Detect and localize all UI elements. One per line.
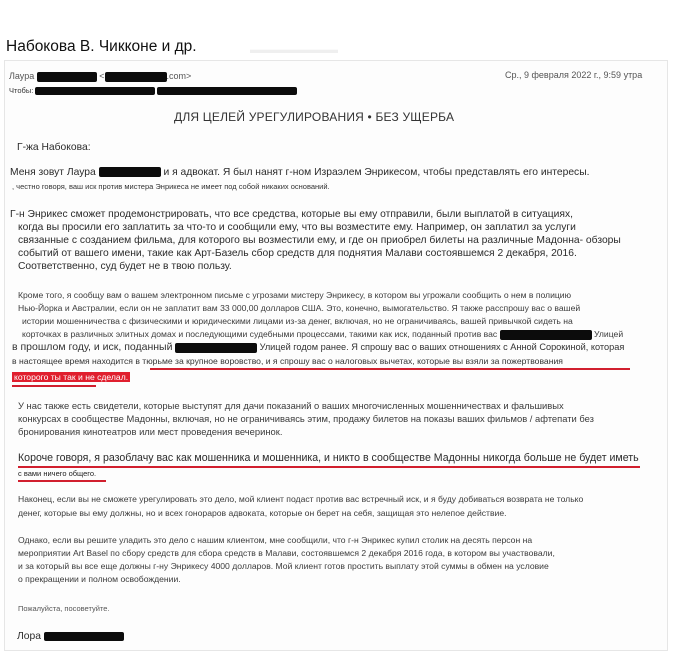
paragraph-line: Нью-Йорка и Австралии, если он не заплатит вам 33 000,00 долларов США. Это, конечно, вымогательство. Я также расспрошу вас о вашей [18,303,581,313]
redacted-block [99,167,161,177]
redacted-block [37,72,97,82]
from-line: Лаура < .com> [9,71,192,81]
paragraph-line: в настоящее время находится в тюрьме за крупное воровство, и я спрошу вас о налоговых вычетах, которые вы взяли за пожертвования [12,356,563,366]
intro-line-1: Меня зовут Лаура и я адвокат. Я был нанят г-ном Израэлем Энрикесом, чтобы представлять его интересы. [10,167,590,178]
paragraph-line: корточках в различных элитных домах и последующими судебными процессами, такими как иск, поданный против вас Улицей [22,329,624,339]
signature: Лора [17,630,124,643]
paragraph-line: Кроме того, я сообщу вам о вашем электронном письме с угрозами мистеру Энрикесу, в котором вы угрожали сообщить о нем в полицию [18,290,572,300]
paragraph-line: когда вы просили его заплатить за что-то и сообщили ему, что вы возместите ему. Например, он заплатил за услуги [18,222,576,233]
paragraph-line: мероприятии Art Basel по сбору средств для сбора средств в Малави, состоявшемся 2 декабря 2016 года, в котором вы участвовали, [18,548,555,558]
paragraph-line: Однако, если вы решите уладить это дело с нашим клиентом, мне сообщили, что г-н Энрикес купил столик на десять персон на [18,535,533,545]
redacted-block [157,87,297,95]
paragraph-line: Короче говоря, я разоблачу вас как мошенника и мошенника, и никто в сообществе Мадонны никогда больше не будет иметь [18,452,639,464]
bleed-through-mark: ▬▬▬▬▬▬▬▬ [250,44,338,56]
from-domain: .com> [166,71,192,81]
paragraph-line: Соответственно, суд будет не в твою пользу. [18,261,232,272]
paragraph-line: У нас также есть свидетели, которые выступят для дачи показаний о ваших многочисленных мошенничествах и фальшивых [18,400,564,411]
paragraph-line: бронирования кинотеатров или мест проведения вечеринок. [18,426,283,437]
redacted-block [35,87,155,95]
from-name: Лаура [9,71,35,81]
paragraph-line: с вами ничего общего. [18,469,97,478]
salutation: Г-жа Набокова: [17,142,91,153]
redacted-block [500,330,592,340]
red-underline [150,368,630,370]
red-underline [18,466,640,468]
closing: Пожалуйста, посоветуйте. [18,604,110,613]
paragraph-line: в прошлом году, и иск, поданный Улицей годом ранее. Я спрошу вас о ваших отношениях с Анной Сорокиной, которая [12,341,625,353]
redacted-block [44,632,124,641]
email-date: Ср., 9 февраля 2022 г., 9:59 утра [505,70,643,80]
paragraph-line: Наконец, если вы не сможете урегулировать это дело, мой клиент подаст против вас встречный иск, и я буду добиваться возврата не только [18,494,584,504]
highlighted-line: которого ты так и не сделал. [14,372,129,382]
paragraph-line: связанные с созданием фильма, для которого вы возместили ему, и где он приобрел билеты на различные Мадонна- обзоры [18,235,621,246]
redacted-block [175,343,257,353]
red-underline [18,480,106,482]
paragraph-line: конкурсах в сообществе Мадонны, включая, но не ограничиваясь этим, продажу билетов на показы ваших фильмов / афтепати без [18,413,594,424]
paragraph-line: событий от вашего имени, такие как Арт-Базель сбор средств для поднятия Малави состоявшемся 2 декабря, 2016. [18,248,577,259]
to-line [9,86,297,95]
paragraph-line: о прекращении и полном освобождении. [18,574,181,584]
red-underline [12,385,96,387]
paragraph-line: истории мошенничества с физическими и юридическими лицами из-за денег, включая, но не ограничиваясь, вашей привычкой сидеть на [22,316,573,326]
paragraph-line: Г-н Энрикес сможет продемонстрировать, что все средства, которые вы ему отправили, были выплатой в ситуациях, [10,209,573,220]
paragraph-line: денег, которые вы ему должны, но и всех гонораров адвоката, которые он берет на себя, защищая это нелепое действие. [18,508,507,518]
paragraph-line: и за который вы все еще должны г-ну Энрикесу 4000 долларов. Мой клиент готов простить выплату этой суммы в обмен на условие [18,561,549,571]
to-label: Чтобы: [9,86,34,95]
intro-line-2: , честно говоря, ваш иск против мистера Энрикеса не имеет под собой никаких оснований. [12,182,330,191]
redacted-block [105,72,167,82]
document-title: Набокова В. Чикконе и др. [6,38,197,55]
email-heading: ДЛЯ ЦЕЛЕЙ УРЕГУЛИРОВАНИЯ • БЕЗ УЩЕРБА [174,110,455,124]
